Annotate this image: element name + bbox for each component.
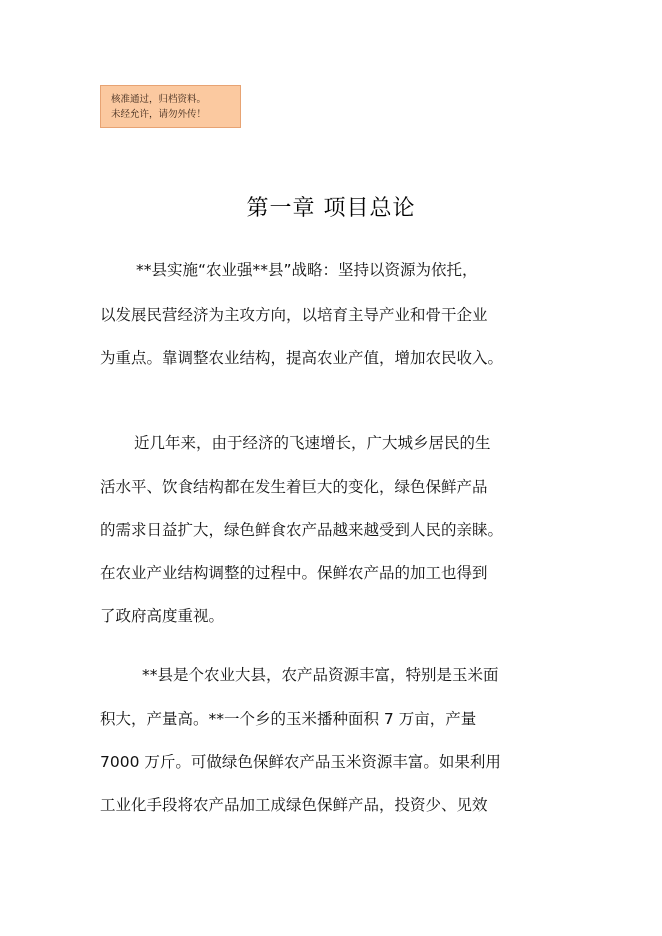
stamp-line-2: 未经允许，请勿外传！ xyxy=(111,109,207,120)
para3-line-3: 7000 万斤。可做绿色保鲜农产品玉米资源丰富。如果利用 xyxy=(100,753,501,771)
para3-line-4: 工业化手段将农产品加工成绿色保鲜产品，投资少、见效 xyxy=(100,796,488,814)
para3-line-2: 积大，产量高。**一个乡的玉米播种面积 7 万亩，产量 xyxy=(100,710,477,728)
chapter-title: 第一章 项目总论 xyxy=(246,196,416,221)
para1-line-3: 为重点。靠调整农业结构，提高农业产值，增加农民收入。 xyxy=(100,349,504,367)
para2-line-3: 的需求日益扩大，绿色鲜食农产品越来越受到人民的亲睐。 xyxy=(100,521,504,539)
approval-stamp xyxy=(100,85,241,128)
para2-line-5: 了政府高度重视。 xyxy=(100,607,225,625)
para2-line-4: 在农业产业结构调整的过程中。保鲜农产品的加工也得到 xyxy=(100,564,488,582)
stamp-line-1: 核准通过，归档资料。 xyxy=(111,94,207,105)
para3-line-1: **县是个农业大县，农产品资源丰富，特别是玉米面 xyxy=(142,666,499,684)
para2-line-1: 近几年来，由于经济的飞速增长，广大城乡居民的生 xyxy=(134,434,491,452)
para1-line-1: **县实施“农业强**县”战略：坚持以资源为依托， xyxy=(136,261,478,279)
para1-line-2: 以发展民营经济为主攻方向，以培育主导产业和骨干企业 xyxy=(100,306,488,324)
para2-line-2: 活水平、饮食结构都在发生着巨大的变化，绿色保鲜产品 xyxy=(100,478,488,496)
